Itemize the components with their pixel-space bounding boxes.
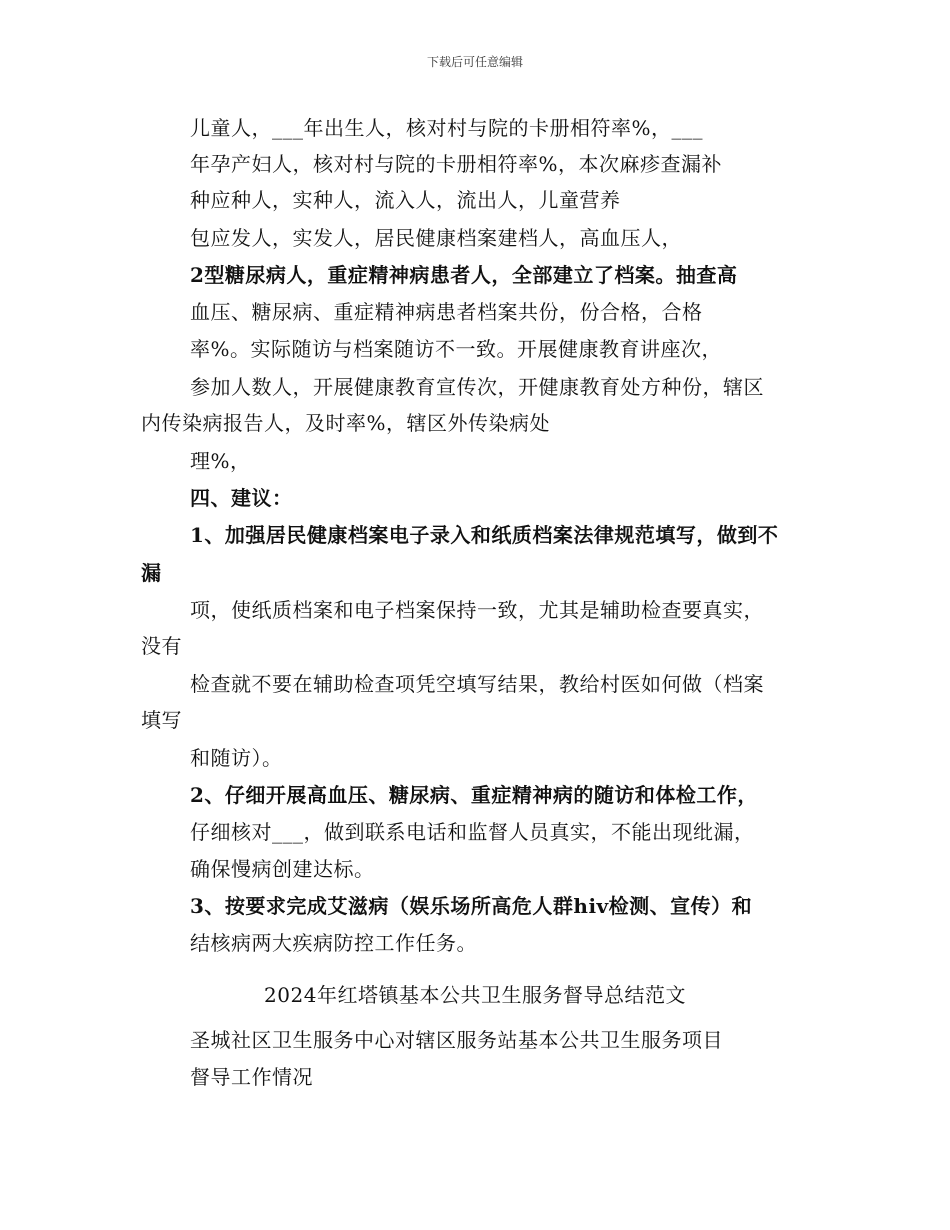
text-line: 2型糖尿病人，重症精神病患者人，全部建立了档案。抽查高: [190, 263, 738, 287]
text-line: 内传染病报告人，及时率%，辖区外传染病处: [141, 411, 551, 435]
text-line: 仔细核对___，做到联系电话和监督人员真实，不能出现纰漏，: [190, 820, 755, 844]
text-line: 儿童人，___年出生人，核对村与院的卡册相符率%，___: [190, 116, 704, 140]
suggestion-item: 1、加强居民健康档案电子录入和纸质档案法律规范填写，做到不: [190, 523, 779, 547]
section-heading: 四、建议：: [190, 486, 293, 510]
text-line: 填写: [141, 708, 182, 732]
section-title: 2024年红塔镇基本公共卫生服务督导总结范文: [264, 983, 686, 1007]
text-line: 检查就不要在辅助检查项凭空填写结果，教给村医如何做（档案: [190, 672, 764, 696]
text-line: 漏: [141, 561, 162, 585]
text-line: 确保慢病创建达标。: [190, 857, 375, 881]
suggestion-item: 3、按要求完成艾滋病（娱乐场所高危人群hiv检测、宣传）和: [190, 894, 753, 918]
text-line: 没有: [141, 634, 182, 658]
text-line: 理%，: [190, 449, 251, 473]
intro-line: 督导工作情况: [190, 1065, 313, 1089]
intro-line: 圣城社区卫生服务中心对辖区服务站基本公共卫生服务项目: [190, 1028, 723, 1052]
text-line: 结核病两大疾病防控工作任务。: [190, 931, 477, 955]
text-line: 率%。实际随访与档案随访不一致。开展健康教育讲座次，: [190, 337, 723, 361]
suggestion-item: 2、仔细开展高血压、糖尿病、重症精神病的随访和体检工作，: [190, 783, 758, 807]
text-line: 项，使纸质档案和电子档案保持一致，尤其是辅助检查要真实，: [190, 598, 764, 622]
text-line: 和随访）。: [190, 746, 283, 770]
text-line: 包应发人，实发人，居民健康档案建档人，高血压人，: [190, 226, 682, 250]
text-line: 种应种人，实种人，流入人，流出人，儿童营养: [190, 188, 621, 212]
page-header-note: 下载后可任意编辑: [426, 55, 523, 69]
text-line: 参加人数人，开展健康教育宣传次，开健康教育处方种份，辖区: [190, 375, 764, 399]
text-line: 血压、糖尿病、重症精神病患者档案共份，份合格，合格: [190, 300, 703, 324]
text-line: 年孕产妇人，核对村与院的卡册相符率%，本次麻疹查漏补: [190, 152, 723, 176]
